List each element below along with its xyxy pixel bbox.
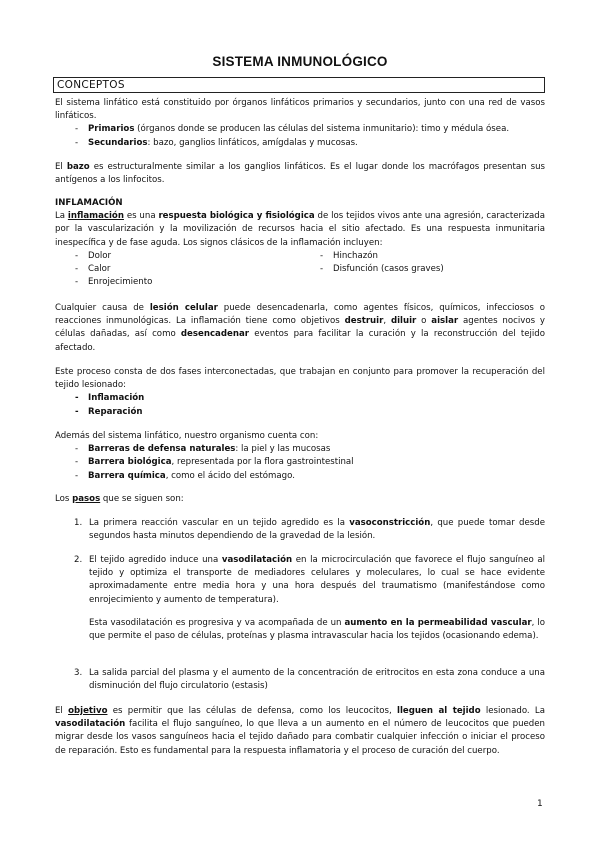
text-span: La primera reacción vascular en un tejido agredido es la: [89, 518, 350, 528]
step-item: [55, 554, 545, 607]
bold-term: bazo: [66, 162, 90, 172]
bold-term: vasoconstricción: [349, 518, 431, 528]
text-span: Los: [55, 494, 73, 504]
text-span: El: [55, 706, 69, 716]
text-span: eventos para facilitar la curación y la reconstrucción del tejido afectado.: [55, 329, 545, 353]
pasos-intro: [55, 493, 545, 506]
page-title: SISTEMA INMUNOLÓGICO: [212, 54, 388, 69]
signs-columns: [55, 250, 545, 290]
text-span: La salida parcial del plasma y el aumento de la concentración de eritrocitos en esta zona conduce a una disminución del flujo circulatorio (estasis): [89, 668, 545, 692]
section-heading-box: [53, 77, 545, 93]
list-item-term: Barrera química: [88, 470, 166, 481]
bold-term: diluir: [390, 316, 417, 327]
step-item: [55, 517, 545, 543]
lesion-paragraph: [55, 302, 545, 355]
bold-term: vasodilatación: [221, 555, 293, 565]
bold-term: vasodilatación: [55, 719, 126, 730]
text-span: La: [55, 211, 68, 222]
text-span: puede desencadenarla, como agentes físicos, químicos, infecciosos o reacciones inmunológicas. La inflamación tiene como objetivos: [55, 303, 545, 327]
list-item: - Hinchazón: [300, 250, 545, 263]
list-item: [55, 137, 545, 150]
list-item: - Dolor: [55, 250, 300, 263]
bold-term: aislar: [431, 316, 459, 327]
text-span: lesionado. La: [480, 706, 545, 716]
objetivo-paragraph: [55, 705, 545, 758]
list-item: - Calor: [55, 263, 300, 276]
text-span: Cualquier causa de: [55, 303, 150, 313]
text-span: ,: [383, 316, 391, 327]
proceso-section: [55, 366, 545, 419]
bazo-paragraph: [55, 161, 545, 187]
proceso-paragraph: Este proceso consta de dos fases interconectadas, que trabajan en conjunto para promover la recuperación del tejido lesionado:: [55, 367, 545, 391]
list-item-term: Primarios: [88, 124, 135, 135]
step-2-block: [55, 554, 545, 607]
organs-list: [55, 123, 545, 149]
fases-list: [55, 392, 545, 418]
step-2-extra: [55, 617, 545, 643]
text-span: de los tejidos vivos ante una agresión, caracterizada por la vascularización y la movilización de recursos hacia el sitio afectado. Es una respuesta inmunitaria inespecífica y de fase aguda. Los signos clásicos de la inflamación incluyen:: [55, 211, 545, 248]
steps-list: [55, 517, 545, 543]
signs-list-left: [55, 250, 300, 290]
ademas-paragraph: Además del sistema linfático, nuestro organismo cuenta con:: [55, 431, 319, 441]
list-item: [55, 123, 545, 136]
list-item: - Reparación: [55, 406, 545, 419]
text-span: que se siguen son:: [100, 494, 184, 504]
text-span: es permitir que las células de defensa, como los leucocitos,: [107, 706, 398, 716]
bold-term: respuesta biológica y fisiológica: [158, 211, 315, 222]
list-item-term: Barreras de defensa naturales: [88, 444, 236, 455]
bold-term: aumento en la permeabilidad vascular: [344, 618, 532, 628]
barreras-section: [55, 430, 545, 483]
inflamacion-definition: [55, 210, 545, 250]
bold-term: inflamación: [67, 211, 124, 222]
text-span: o: [416, 316, 432, 327]
text-span: es estructuralmente similar a los ganglios linfáticos. Es el lugar donde los macrófagos presentan sus antígenos a los linfocitos.: [55, 162, 545, 186]
bold-term: lesión celular: [149, 303, 218, 313]
text-span: El tejido agredido induce una: [89, 555, 222, 565]
text-span: , que puede tomar desde segundos hasta minutos dependiendo de la gravedad de la lesión.: [89, 518, 545, 542]
bold-term: lleguen al tejido: [397, 706, 481, 716]
bold-term: objetivo: [68, 706, 108, 716]
inflamacion-heading: INFLAMACIÓN: [55, 198, 123, 208]
step-item: [55, 667, 545, 693]
list-item-text: , como el ácido del estómago.: [165, 470, 295, 481]
text-span: es una: [123, 211, 159, 222]
list-item-text: , representada por la flora gastrointestinal: [171, 457, 354, 468]
text-span: en la microcirculación que favorece el flujo sanguíneo al tejido y optimiza el transporte de mediadores celulares y moleculares, lo cual se hace evidente aproximadamente entre media hora y una hora después del traumatismo (manifestándose como enrojecimiento y aumento de temperatura).: [89, 555, 546, 605]
list-item-term: Secundarios: [88, 137, 148, 148]
intro-block: [55, 97, 545, 150]
text-span: facilita el flujo sanguíneo, lo que lleva a un aumento en el número de leucocitos que pueden migrar desde los vasos sanguíneos hacia el tejido dañado para combatir cualquier infección o iniciar el proceso de reparación. Esto es fundamental para la respuesta inflamatoria y el proceso de curación del cuerpo.: [55, 719, 545, 756]
list-item-text: (órganos donde se producen las células del sistema inmunitario): timo y médula ósea.: [134, 124, 510, 135]
inflamacion-section: [55, 197, 545, 289]
step-3-block: [55, 667, 545, 693]
list-item: [55, 470, 545, 483]
step-number: 2.: [74, 555, 83, 565]
page-number: 1: [537, 799, 543, 809]
list-item: - Inflamación: [55, 392, 545, 405]
list-item-term: Barrera biológica: [88, 457, 172, 468]
signs-list-right: [300, 250, 545, 290]
list-item: - Enrojecimiento: [55, 276, 300, 289]
step-number: 3.: [74, 668, 83, 678]
text-span: , lo que permite el paso de células, proteínas y plasma intravascular hacia los tejidos (ocasionando edema).: [89, 618, 546, 642]
list-item-text: : la piel y las mucosas: [235, 444, 331, 455]
intro-paragraph: El sistema linfático está constituido por órganos linfáticos primarios y secundarios, junto con una red de vasos linfáticos.: [55, 98, 545, 122]
bold-term: desencadenar: [180, 329, 249, 340]
text-span: agentes nocivos y células dañadas, así como: [55, 316, 545, 340]
text-span: El: [55, 162, 67, 172]
bold-term: destruir: [344, 316, 384, 327]
barreras-list: [55, 443, 545, 483]
list-item: [55, 443, 545, 456]
bold-term: pasos: [72, 494, 101, 504]
section-heading: CONCEPTOS: [57, 79, 125, 91]
list-item: - Disfunción (casos graves): [300, 263, 545, 276]
list-item-text: : bazo, ganglios linfáticos, amígdalas y mucosas.: [147, 137, 358, 148]
step-number: 1.: [74, 518, 83, 528]
text-span: Esta vasodilatación es progresiva y va acompañada de un: [89, 618, 345, 628]
list-item: [55, 456, 545, 469]
